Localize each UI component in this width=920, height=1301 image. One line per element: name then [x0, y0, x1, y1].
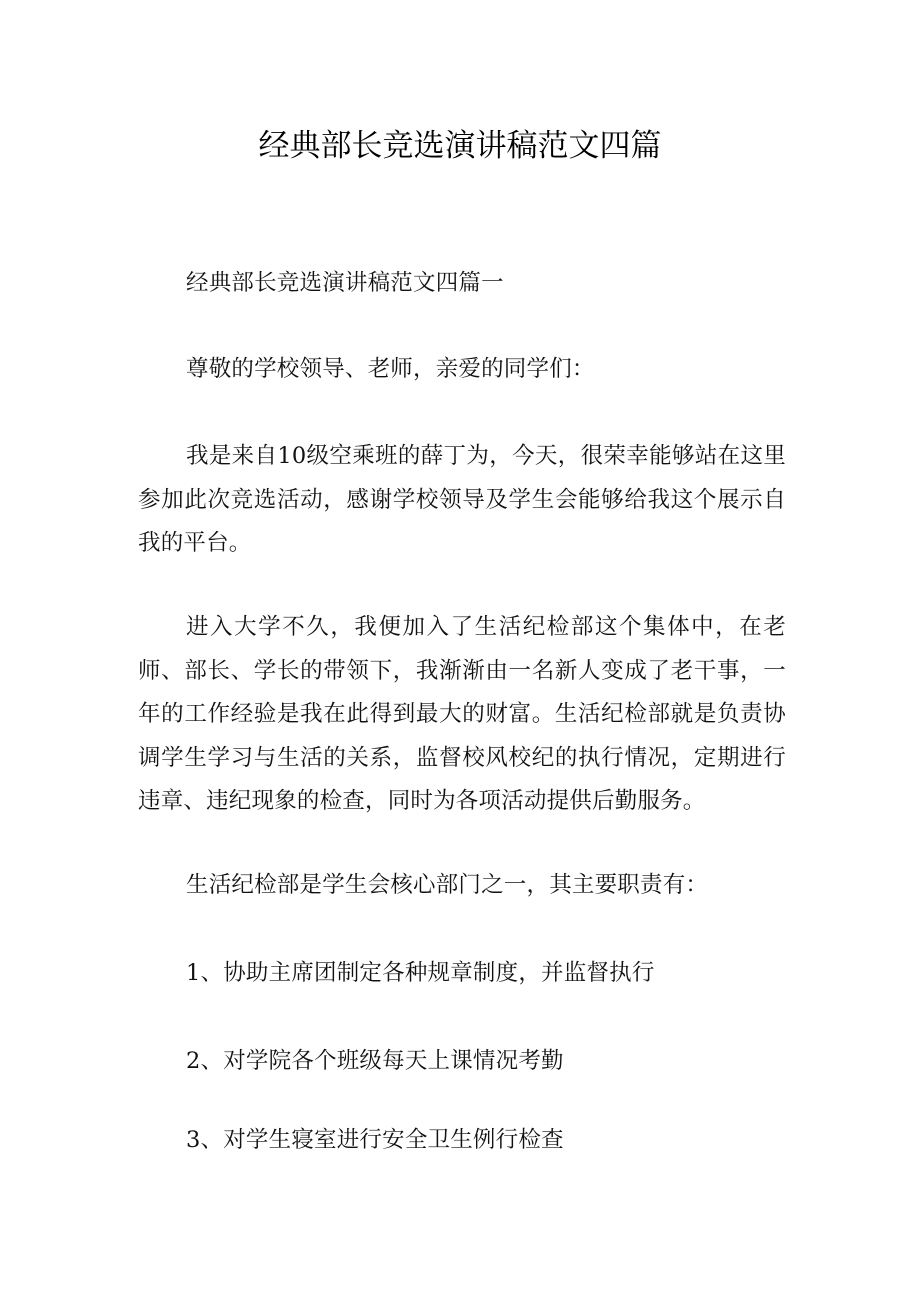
list-item: 2、对学院各个班级每天上课情况考勤	[186, 1048, 564, 1074]
paragraph-duties-lead: 生活纪检部是学生会核心部门之一，其主要职责有：	[186, 872, 709, 898]
salutation: 尊敬的学校领导、老师，亲爱的同学们：	[186, 356, 595, 382]
document-title: 经典部长竞选演讲稿范文四篇	[258, 128, 662, 164]
section-heading: 经典部长竞选演讲稿范文四篇一	[186, 270, 504, 296]
paragraph-experience: 进入大学不久，我便加入了生活纪检部这个集体中，在老师、部长、学长的带领下，我渐渐由一名新人变成了老干事，一年的工作经验是我在此得到最大的财富。生活纪检部就是负责协调学生学习与生活的关系，监督校风校纪的执行情况，定期进行违章、违纪现象的检查，同时为各项活动提供后勤服务。	[138, 614, 786, 814]
list-item: 3、对学生寝室进行安全卫生例行检查	[186, 1127, 564, 1153]
paragraph-intro: 我是来自10级空乘班的薛丁为，今天，很荣幸能够站在这里参加此次竞选活动，感谢学校领导及学生会能够给我这个展示自我的平台。	[138, 443, 786, 556]
list-item: 1、协助主席团制定各种规章制度，并监督执行	[186, 960, 655, 986]
